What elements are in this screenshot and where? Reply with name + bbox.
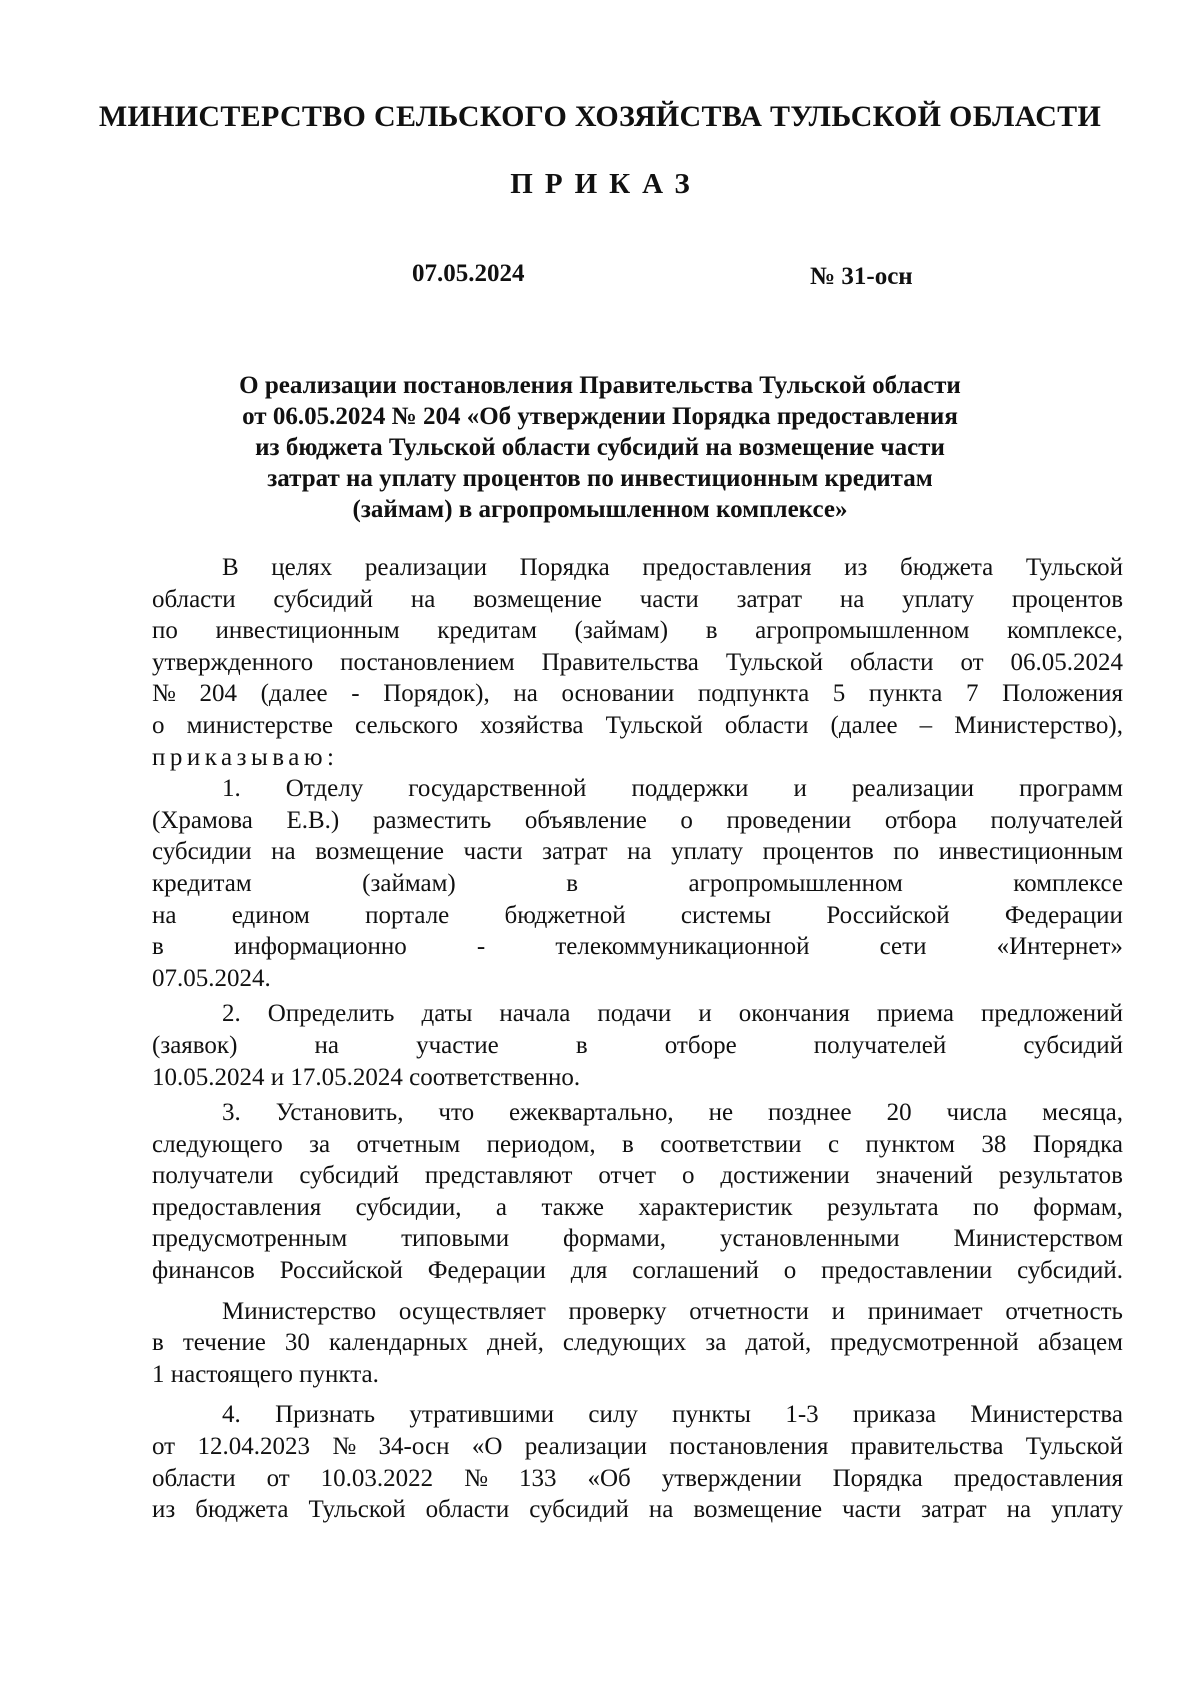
text-line: на едином портале бюджетной системы Российской Федерации bbox=[152, 901, 1123, 929]
title-line: из бюджета Тульской области субсидий на возмещение части bbox=[255, 434, 945, 461]
item-3 bbox=[152, 1097, 1123, 1287]
text-line: в течение 30 календарных дней, следующих за датой, предусмотренной абзацем bbox=[152, 1329, 1123, 1357]
text-line: о министерстве сельского хозяйства Тульской области (далее – Министерство), bbox=[152, 711, 1123, 739]
text-line: 1 настоящего пункта. bbox=[152, 1360, 379, 1388]
preamble bbox=[152, 552, 1123, 773]
text-line: области субсидий на возмещение части затрат на уплату процентов bbox=[152, 585, 1123, 613]
title-line: О реализации постановления Правительства Тульской области bbox=[239, 372, 961, 399]
item-1 bbox=[152, 773, 1123, 994]
order-title bbox=[150, 370, 1050, 525]
text-line: следующего за отчетным периодом, в соответствии с пунктом 38 Порядка bbox=[152, 1130, 1123, 1158]
document-type: ПРИКАЗ bbox=[510, 168, 702, 200]
text-line: (заявок) на участие в отборе получателей субсидий bbox=[152, 1031, 1123, 1059]
document-body bbox=[152, 552, 1123, 1526]
text-line: 07.05.2024. bbox=[152, 964, 271, 992]
text-line: по инвестиционным кредитам (займам) в агропромышленном комплексе, bbox=[152, 617, 1123, 645]
text-line: финансов Российской Федерации для соглашений о предоставлении субсидий. bbox=[152, 1257, 1123, 1285]
text-line: области от 10.03.2022 № 133 «Об утверждении Порядка предоставления bbox=[152, 1464, 1123, 1492]
text-line: (Храмова Е.В.) разместить объявление о проведении отбора получателей bbox=[152, 806, 1123, 834]
text-line: 2. Определить даты начала подачи и окончания приема предложений bbox=[222, 1000, 1123, 1028]
text-line: 10.05.2024 и 17.05.2024 соответственно. bbox=[152, 1063, 581, 1091]
text-line: от 12.04.2023 № 34-осн «О реализации постановления правительства Тульской bbox=[152, 1433, 1123, 1461]
item-3-paragraph-2 bbox=[152, 1296, 1123, 1391]
text-line: субсидии на возмещение части затрат на уплату процентов по инвестиционным bbox=[152, 838, 1123, 866]
text-line: 1. Отделу государственной поддержки и реализации программ bbox=[222, 775, 1123, 803]
title-line: затрат на уплату процентов по инвестиционным кредитам bbox=[267, 465, 933, 492]
text-line: получатели субсидий представляют отчет о достижении значений результатов bbox=[152, 1162, 1123, 1190]
order-word: приказываю: bbox=[152, 743, 339, 771]
text-line: № 204 (далее - Порядок), на основании подпункта 5 пункта 7 Положения bbox=[152, 680, 1123, 708]
item-2 bbox=[152, 998, 1123, 1093]
order-number: № 31-осн bbox=[810, 263, 913, 290]
text-line: Министерство осуществляет проверку отчетности и принимает отчетность bbox=[222, 1297, 1123, 1325]
item-4 bbox=[152, 1399, 1123, 1525]
text-line: В целях реализации Порядка предоставления из бюджета Тульской bbox=[222, 554, 1123, 581]
text-line: кредитам (займам) в агропромышленном комплексе bbox=[152, 869, 1123, 897]
text-line: утвержденного постановлением Правительства Тульской области от 06.05.2024 bbox=[152, 648, 1123, 676]
text-line: 3. Установить, что ежеквартально, не позднее 20 числа месяца, bbox=[222, 1099, 1123, 1127]
order-date: 07.05.2024 bbox=[412, 260, 525, 287]
text-line: предоставления субсидии, а также характеристик результата по формам, bbox=[152, 1193, 1123, 1221]
title-line: (займам) в агропромышленном комплексе» bbox=[352, 496, 848, 523]
title-line: от 06.05.2024 № 204 «Об утверждении Порядка предоставления bbox=[242, 403, 958, 430]
text-line: предусмотренным типовыми формами, установленными Министерством bbox=[152, 1225, 1123, 1253]
ministry-heading: МИНИСТЕРСТВО СЕЛЬСКОГО ХОЗЯЙСТВА ТУЛЬСКОЙ ОБЛАСТИ bbox=[98, 100, 1102, 133]
text-line: 4. Признать утратившими силу пункты 1-3 приказа Министерства bbox=[222, 1401, 1123, 1429]
text-line: в информационно - телекоммуникационной сети «Интернет» bbox=[152, 933, 1123, 961]
text-line: из бюджета Тульской области субсидий на возмещение части затрат на уплату bbox=[152, 1496, 1123, 1524]
